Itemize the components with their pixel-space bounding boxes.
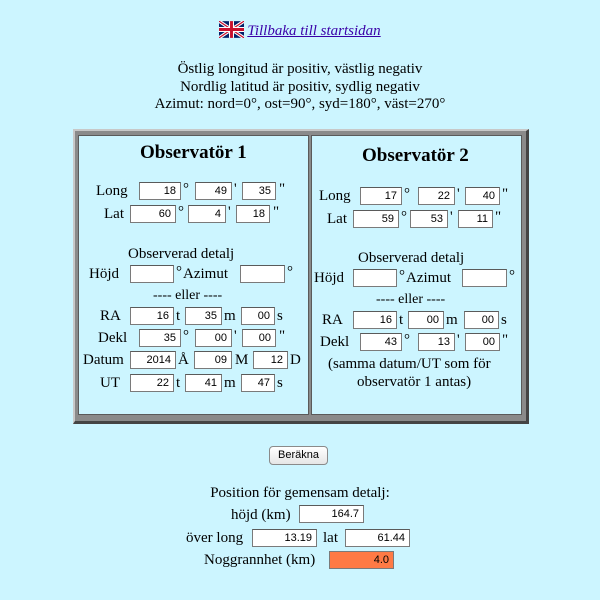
obs1-lat-min-unit: ' [228,204,231,220]
obs1-ut-label: UT [100,375,120,391]
observer1-title: Observatör 1 [140,142,247,163]
obs2-lat-sec-input[interactable] [458,210,493,228]
uk-flag-icon [219,21,244,38]
obs1-hojd-label: Höjd [89,266,119,282]
obs1-year-input[interactable] [130,351,176,369]
obs2-ra-s-input[interactable] [464,311,499,329]
obs1-azimut-label: Azimut [183,266,228,282]
obs2-long-label: Long [319,188,351,204]
observer2-title: Observatör 2 [362,145,469,166]
obs2-ra-h-unit: t [399,312,404,328]
obs2-dekl-deg-unit: ° [404,332,410,348]
obs1-ra-label: RA [100,308,121,324]
obs1-long-min-unit: ' [234,181,237,197]
result-hojd-label: höjd (km) [231,507,291,523]
obs2-azimut-label: Azimut [406,270,451,286]
compute-button[interactable]: Beräkna [269,446,328,465]
obs1-long-deg-unit: ° [183,181,189,197]
obs1-dekl-min-unit: ' [234,328,237,344]
result-over-long-label: över long [186,530,244,546]
obs2-azimut-unit: ° [509,268,515,284]
obs1-ut-s-input[interactable] [241,374,275,392]
result-accuracy-input[interactable] [329,551,394,569]
obs1-dekl-deg-unit: ° [183,328,189,344]
obs2-lat-sec-unit: " [495,209,502,225]
obs1-lat-deg-input[interactable] [130,205,176,223]
result-lat-input[interactable] [345,529,410,547]
obs1-dekl-sec-unit: " [279,328,286,344]
obs2-long-min-unit: ' [457,186,460,202]
obs2-observed-label: Observerad detalj [358,250,465,266]
obs1-ut-m-input[interactable] [185,374,222,392]
obs2-lat-deg-unit: ° [401,209,407,225]
info-line-3: Azimut: nord=0°, ost=90°, syd=180°, väst=270° [154,96,446,112]
obs1-long-min-input[interactable] [195,182,232,200]
obs1-lat-sec-input[interactable] [236,205,270,223]
obs2-lat-min-input[interactable] [410,210,448,228]
obs1-lat-sec-unit: " [273,204,280,220]
back-to-start-link[interactable]: Tillbaka till startsidan [247,23,381,39]
obs2-dekl-sec-unit: " [502,332,509,348]
obs1-lat-label: Lat [104,206,124,222]
obs2-hojd-unit: ° [399,268,405,284]
result-lat-label: lat [323,530,338,546]
obs1-month-unit: M [235,352,249,368]
obs2-dekl-min-unit: ' [457,332,460,348]
obs2-dekl-min-input[interactable] [418,333,455,351]
info-line-2: Nordlig latitud är positiv, sydlig negativ [180,79,420,95]
obs1-ra-s-unit: s [277,308,283,324]
obs1-ra-h-unit: t [176,308,181,324]
obs1-year-unit: Å [178,352,189,368]
obs1-ut-h-unit: t [176,375,181,391]
obs1-day-unit: D [290,352,301,368]
obs2-hojd-label: Höjd [314,270,344,286]
result-accuracy-label: Noggrannhet (km) [204,552,316,568]
obs1-ra-s-input[interactable] [241,307,275,325]
obs2-lat-deg-input[interactable] [353,210,399,228]
obs2-long-min-input[interactable] [418,187,455,205]
obs1-long-sec-input[interactable] [242,182,276,200]
result-hojd-input[interactable] [299,505,364,523]
obs1-azimut-input[interactable] [240,265,285,283]
obs1-month-input[interactable] [194,351,232,369]
obs2-dekl-sec-input[interactable] [465,333,500,351]
obs1-lat-deg-unit: ° [178,204,184,220]
obs2-ra-s-unit: s [501,312,507,328]
obs1-hojd-input[interactable] [130,265,174,283]
obs1-hojd-unit: ° [176,264,182,280]
obs2-ra-label: RA [322,312,343,328]
obs1-dekl-min-input[interactable] [195,329,232,347]
obs1-ra-m-unit: m [224,308,236,324]
back-link-row [0,21,600,40]
obs1-dekl-deg-input[interactable] [139,329,181,347]
obs2-ra-m-input[interactable] [408,311,444,329]
obs2-long-deg-unit: ° [404,186,410,202]
obs1-ra-h-input[interactable] [130,307,174,325]
obs2-lat-min-unit: ' [450,209,453,225]
obs1-long-label: Long [96,183,128,199]
obs1-ra-m-input[interactable] [185,307,222,325]
result-long-input[interactable] [252,529,317,547]
obs2-note-line-2: observatör 1 antas) [357,374,472,390]
obs2-ra-m-unit: m [446,312,458,328]
obs1-dekl-label: Dekl [98,330,128,346]
obs1-observed-label: Observerad detalj [128,246,235,262]
obs1-azimut-unit: ° [287,264,293,280]
obs1-dekl-sec-input[interactable] [242,329,276,347]
obs1-or-separator: ---- eller ---- [153,288,223,303]
obs2-dekl-label: Dekl [320,334,350,350]
info-line-1: Östlig longitud är positiv, västlig negativ [177,61,423,77]
obs1-datum-label: Datum [83,352,124,368]
obs1-ut-s-unit: s [277,375,283,391]
obs2-dekl-deg-input[interactable] [360,333,402,351]
obs2-long-deg-input[interactable] [360,187,402,205]
obs1-lat-min-input[interactable] [188,205,226,223]
obs2-azimut-input[interactable] [462,269,507,287]
obs1-long-deg-input[interactable] [139,182,181,200]
obs2-lat-label: Lat [327,211,347,227]
obs1-ut-m-unit: m [224,375,236,391]
obs2-note-line-1: (samma datum/UT som för [328,356,491,372]
obs2-ra-h-input[interactable] [353,311,397,329]
obs1-long-sec-unit: " [279,181,286,197]
obs2-hojd-input[interactable] [353,269,397,287]
obs2-long-sec-input[interactable] [465,187,500,205]
result-title: Position för gemensam detalj: [210,485,390,501]
obs1-day-input[interactable] [253,351,288,369]
obs2-or-separator: ---- eller ---- [376,292,446,307]
obs2-long-sec-unit: " [502,186,509,202]
obs1-ut-h-input[interactable] [130,374,174,392]
